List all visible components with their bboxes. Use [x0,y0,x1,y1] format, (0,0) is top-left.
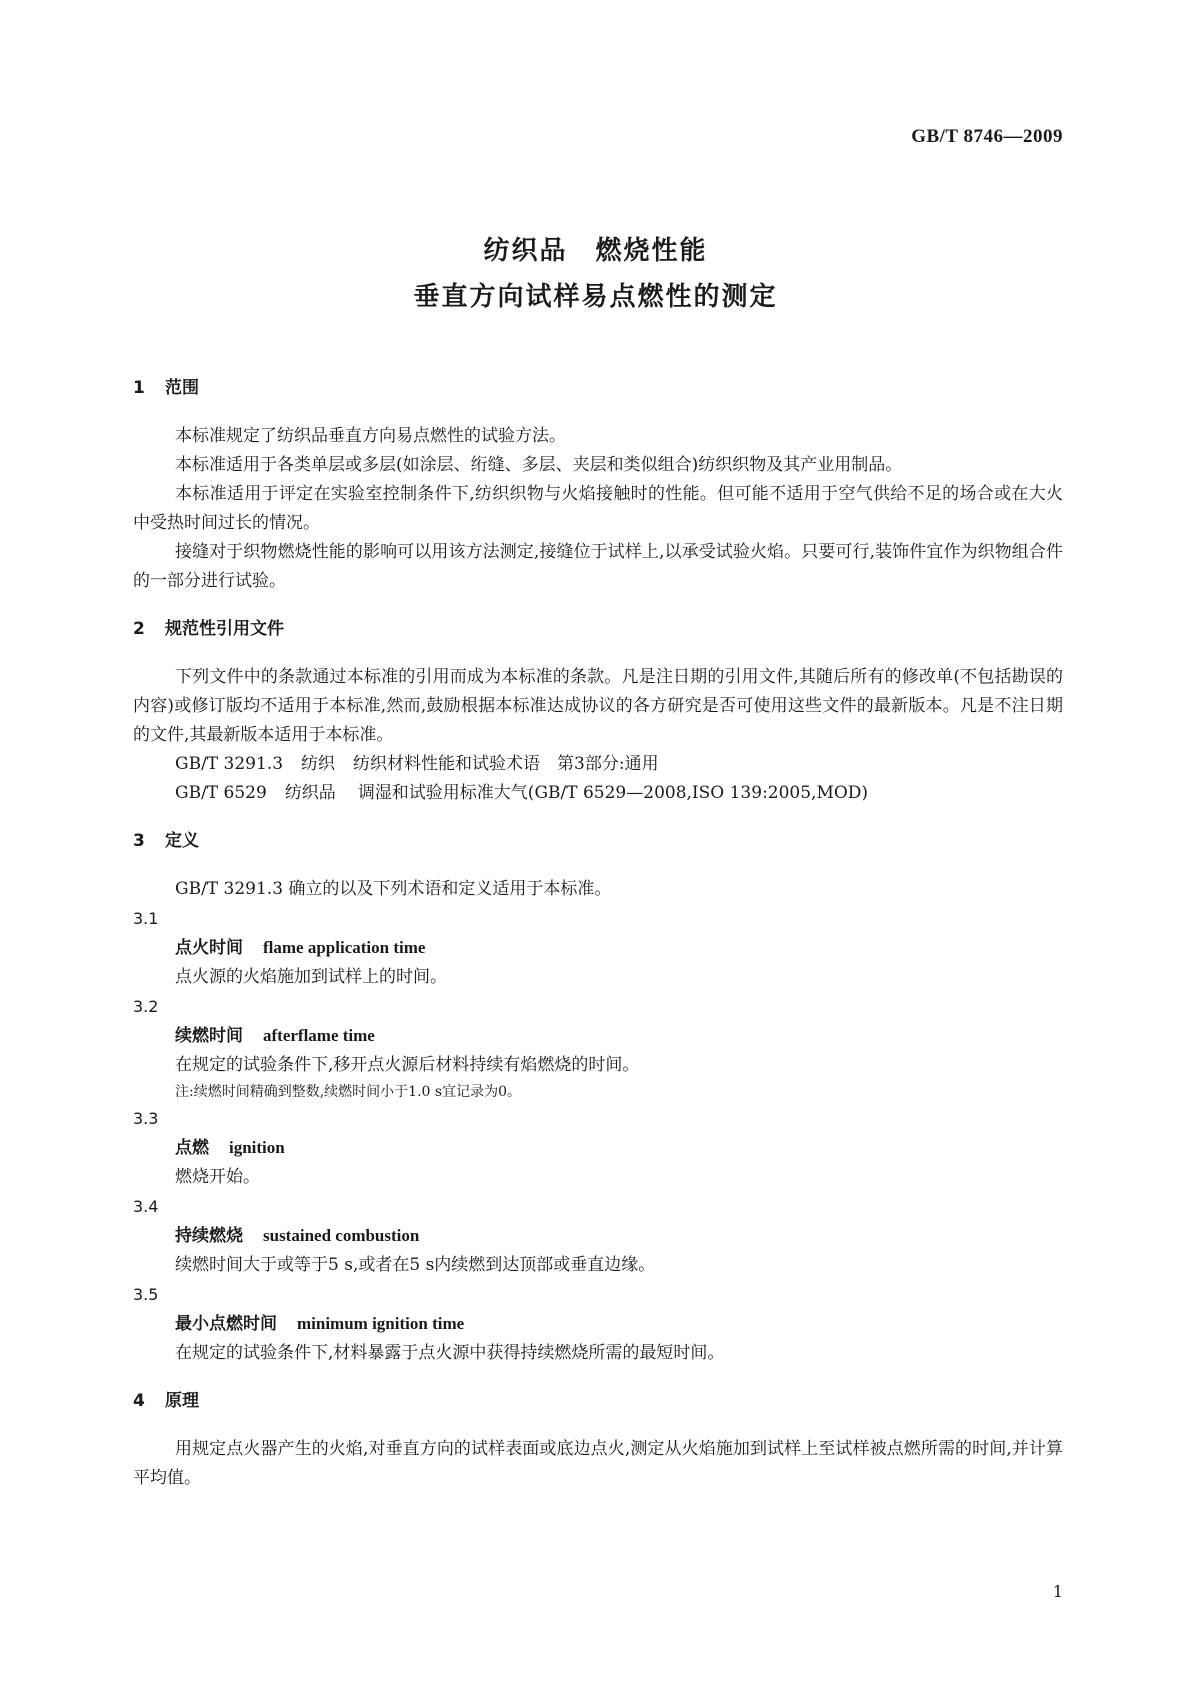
section-number: 4 [133,1391,145,1411]
paragraph: 用规定点火器产生的火焰,对垂直方向的试样表面或底边点火,测定从火焰施加到试样上至试样被点燃所需的时间,并计算平均值。 [133,1439,1063,1488]
section-title: 原理 [165,1391,199,1411]
term-name-zh: 点燃 [175,1138,209,1158]
term-name-zh: 持续燃烧 [175,1226,243,1246]
document-title-line1: 纺织品 燃烧性能 [483,236,708,266]
term-name-en: afterflame time [263,1026,375,1045]
document-body [133,374,1063,1493]
reference-desc: 调湿和试验用标准大气(GB/T 6529—2008,ISO 139:2005,MOD) [357,783,869,803]
term-name-en: minimum ignition time [297,1314,465,1333]
term-definition: 燃烧开始。 [175,1167,260,1187]
term-note: 注:续燃时间精确到整数,续燃时间小于1.0 s宜记录为0。 [175,1084,521,1100]
standard-number: GB/T 8746—2009 [911,126,1063,147]
section-4-heading [133,1387,1063,1415]
term-name [133,1133,1063,1163]
term-name-en: ignition [229,1138,285,1157]
paragraph: 本标准规定了纺织品垂直方向易点燃性的试验方法。 [175,426,566,446]
term-name-en: sustained combustion [263,1226,420,1245]
term-definition: 在规定的试验条件下,移开点火源后材料持续有焰燃烧的时间。 [175,1055,640,1075]
paragraph: 下列文件中的条款通过本标准的引用而成为本标准的条款。凡是注日期的引用文件,其随后所有的修改单(不包括勘误的内容)或修订版均不适用于本标准,然而,鼓励根据本标准达成协议的各方研究是否可使用这些文件的最新版本。凡是不注日期的文件,其最新版本适用于本标准。 [133,667,1063,745]
reference-desc: 纺织材料性能和试验术语 第3部分:通用 [353,754,659,774]
section-number: 1 [133,378,145,398]
paragraph: 本标准适用于评定在实验室控制条件下,纺织织物与火焰接触时的性能。但可能不适用于空气供给不足的场合或在大火中受热时间过长的情况。 [133,484,1063,533]
section-1-heading [133,374,1063,402]
term-name-en: flame application time [263,938,426,957]
term-number: 3.5 [133,1285,159,1304]
term-name [133,1221,1063,1251]
term-name [133,933,1063,963]
term-name-zh: 最小点燃时间 [175,1314,277,1334]
term-name-zh: 点火时间 [175,938,243,958]
section-2-heading [133,615,1063,643]
reference-item [133,779,1063,808]
term-number: 3.4 [133,1197,159,1216]
section-title: 规范性引用文件 [165,619,284,639]
reference-code: GB/T 3291.3 [175,754,284,774]
paragraph: GB/T 3291.3 确立的以及下列术语和定义适用于本标准。 [175,879,612,899]
section-number: 3 [133,831,145,851]
section-3-heading [133,827,1063,855]
term-name [133,1021,1063,1051]
section-title: 定义 [165,831,199,851]
paragraph: 接缝对于织物燃烧性能的影响可以用该方法测定,接缝位于试样上,以承受试验火焰。只要可行,装饰件宜作为织物组合件的一部分进行试验。 [133,542,1063,591]
term-definition: 续燃时间大于或等于5 s,或者在5 s内续燃到达顶部或垂直边缘。 [175,1255,656,1275]
reference-item [133,750,1063,779]
term-name-zh: 续燃时间 [175,1026,243,1046]
reference-title: 纺织品 [284,783,336,803]
term-number: 3.1 [133,909,159,928]
document-title-line2: 垂直方向试样易点燃性的测定 [413,282,778,312]
section-title: 范围 [165,378,199,398]
term-definition: 在规定的试验条件下,材料暴露于点火源中获得持续燃烧所需的最短时间。 [175,1343,725,1363]
term-number: 3.2 [133,997,159,1016]
paragraph: 本标准适用于各类单层或多层(如涂层、绗缝、多层、夹层和类似组合)纺织织物及其产业用制品。 [175,455,903,475]
section-number: 2 [133,619,145,639]
term-number: 3.3 [133,1109,159,1128]
term-name [133,1309,1063,1339]
reference-title: 纺织 [301,754,336,774]
page-number: 1 [1052,1582,1063,1601]
reference-code: GB/T 6529 [175,783,267,803]
term-definition: 点火源的火焰施加到试样上的时间。 [175,967,447,987]
